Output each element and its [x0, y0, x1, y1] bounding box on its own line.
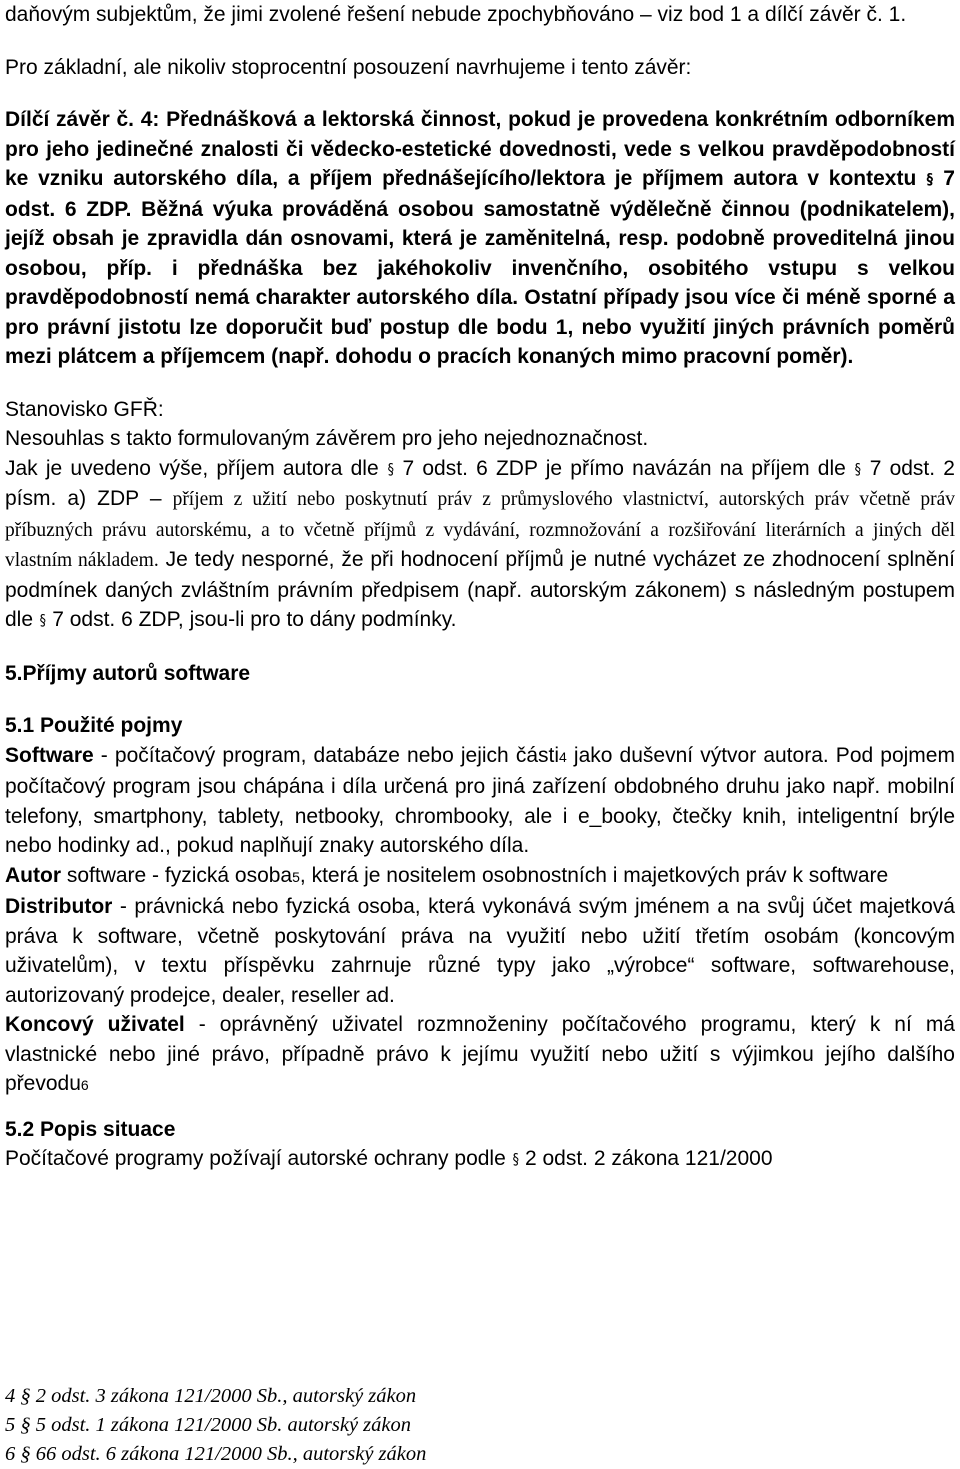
- term-software: Software: [5, 743, 94, 767]
- section-sign: §: [387, 459, 394, 478]
- gfr-line-1: Nesouhlas s takto formulovaným závěrem pro jeho nejednoznačnost.: [5, 427, 649, 450]
- section-sign: §: [854, 459, 861, 478]
- footnote-ref-6[interactable]: 6: [80, 1077, 89, 1093]
- definition-software-b: jako duševní výtvor autora. Pod pojmem počítačový program jsou chápána i díla určená pro jiná zařízení obdobného druhu jako např. mobilní telefony, smartphony, tablety, netbooky, chrombooky, ale i e_booky, čtečky knih, inteligentní brýle nebo hodinky ad., pokud naplňují znaky autorského díla.: [5, 743, 955, 857]
- section-sign: §: [39, 611, 46, 629]
- definition-autor: [5, 861, 955, 893]
- term-end-user: Koncový uživatel: [5, 1013, 185, 1036]
- term-autor: Autor: [5, 863, 61, 887]
- gfr-quote: příjem z užití nebo poskytnutí práv z průmyslového vlastnictví, autorských práv včetně práv příbuzných právu autorskému, a to včetně příjmů z vydávání, rozmnožování a rozšiřování literárních a jiných děl vlastním nákladem.: [5, 489, 955, 571]
- section-sign: §: [926, 170, 933, 188]
- definition-distributor-text: - právnická nebo fyzická osoba, která vykonává svým jménem a na svůj účet majetková práva k software, včetně poskytování práva na využití nebo užití třetím osobám (koncovým uživatelům), v textu příspěvku zahrnuje různé typy jako „výrobce“ software, softwarehouse, autorizovaný prodejce, dealer, reseller ad.: [5, 895, 955, 1007]
- section-5-heading: 5.Příjmy autorů software: [5, 661, 251, 685]
- gfr-heading: Stanovisko GFŘ:: [5, 397, 164, 421]
- partial-conclusion-4: [5, 105, 955, 372]
- section-sign: §: [20, 1414, 31, 1436]
- gfr-text-d: Je tedy nesporné, že při hodnocení příjmů je nutné vycházet ze zhodnocení splnění podmínek daných zvláštním právním předpisem (např. autorským zákonem) s následným postupem dle: [5, 548, 956, 631]
- footnote-ref-5[interactable]: 5: [292, 868, 300, 885]
- document-page: [5, 0, 956, 1465]
- gfr-text-b: 7 odst. 6 ZDP je přímo navázán na příjem dle: [402, 456, 846, 480]
- footnote-ref-4[interactable]: 4: [559, 748, 567, 765]
- section-sign: §: [20, 1443, 31, 1465]
- term-distributor: Distributor: [5, 895, 113, 918]
- footnote-5: 5 § 5 odst. 1 zákona 121/2000 Sb. autorský zákon: [5, 1414, 411, 1436]
- section-sign: §: [512, 1150, 519, 1168]
- situation-text-a: Počítačové programy požívají autorské ochrany podle: [5, 1147, 506, 1170]
- definition-distributor: [5, 892, 955, 1010]
- gfr-text-a: Jak je uvedeno výše, příjem autora dle: [5, 456, 379, 480]
- definition-autor-b: , která je nositelem osobnostních i majetkových práv k software: [299, 863, 889, 887]
- definition-end-user-text: - oprávněný uživatel rozmnoženiny počítačového programu, který k ní má vlastnické nebo jiné právo, případně právo k jejímu využití nebo užití s výjimkou jejího dalšího převodu: [5, 1013, 955, 1095]
- definition-autor-a: software - fyzická osoba: [66, 863, 293, 887]
- footnote-6: 6 § 66 odst. 6 zákona 121/2000 Sb., autorský zákon: [5, 1443, 427, 1465]
- section-sign: §: [20, 1385, 31, 1407]
- section-5-2-text: [5, 1144, 955, 1175]
- section-5-1-heading: 5.1 Použité pojmy: [5, 714, 183, 737]
- partial-conclusion-text-a: Dílčí závěr č. 4: Přednášková a lektorská činnost, pokud je provedena konkrétním odborníkem pro jeho jedinečné znalosti či vědecko-estetické dovednosti, vede s velkou pravděpodobností ke vzniku autorského díla, a příjem přednášejícího/lektora je příjmem autora v kontextu: [5, 108, 955, 190]
- partial-conclusion-text-b: 7 odst. 6 ZDP. Běžná výuka prováděná osobou samostatně výdělečně činnou (podnikatelem), jejíž obsah je zpravidla dán osnovami, která je zaměnitelná, resp. podobně proveditelná jinou osobou, příp. i přednáška bez jakéhokoliv invenčního, osobitého vstupu s velkou pravděpodobností nemá charakter autorského díla. Ostatní případy jsou více či méně sporné a pro právní jistotu lze doporučit buď postup dle bodu 1, nebo využití jiných právních poměrů mezi plátcem a příjemcem (např. dohodu o pracích konaných mimo pracovní poměr).: [5, 167, 955, 368]
- footnote-4: 4 § 2 odst. 3 zákona 121/2000 Sb., autorský zákon: [5, 1385, 417, 1407]
- paragraph-intro: Pro základní, ale nikoliv stoprocentní posouzení navrhujeme i tento závěr:: [5, 55, 692, 79]
- gfr-text-e: 7 odst. 6 ZDP, jsou-li pro to dány podmínky.: [52, 608, 457, 631]
- gfr-paragraph: [5, 454, 955, 636]
- footnotes: [5, 1382, 426, 1469]
- gfr-text-c: 7 odst. 2 písm. a) ZDP –: [5, 456, 955, 510]
- definition-software-a: - počítačový program, databáze nebo jejich části: [100, 743, 560, 767]
- section-5-2-heading: 5.2 Popis situace: [5, 1117, 176, 1141]
- situation-text-b: 2 odst. 2 zákona 121/2000: [524, 1147, 773, 1170]
- definition-software: [5, 741, 955, 861]
- paragraph-continuation: daňovým subjektům, že jimi zvolené řešení nebude zpochybňováno – viz bod 1 a dílčí závěr č. 1.: [5, 3, 907, 26]
- definition-end-user: [5, 1010, 955, 1101]
